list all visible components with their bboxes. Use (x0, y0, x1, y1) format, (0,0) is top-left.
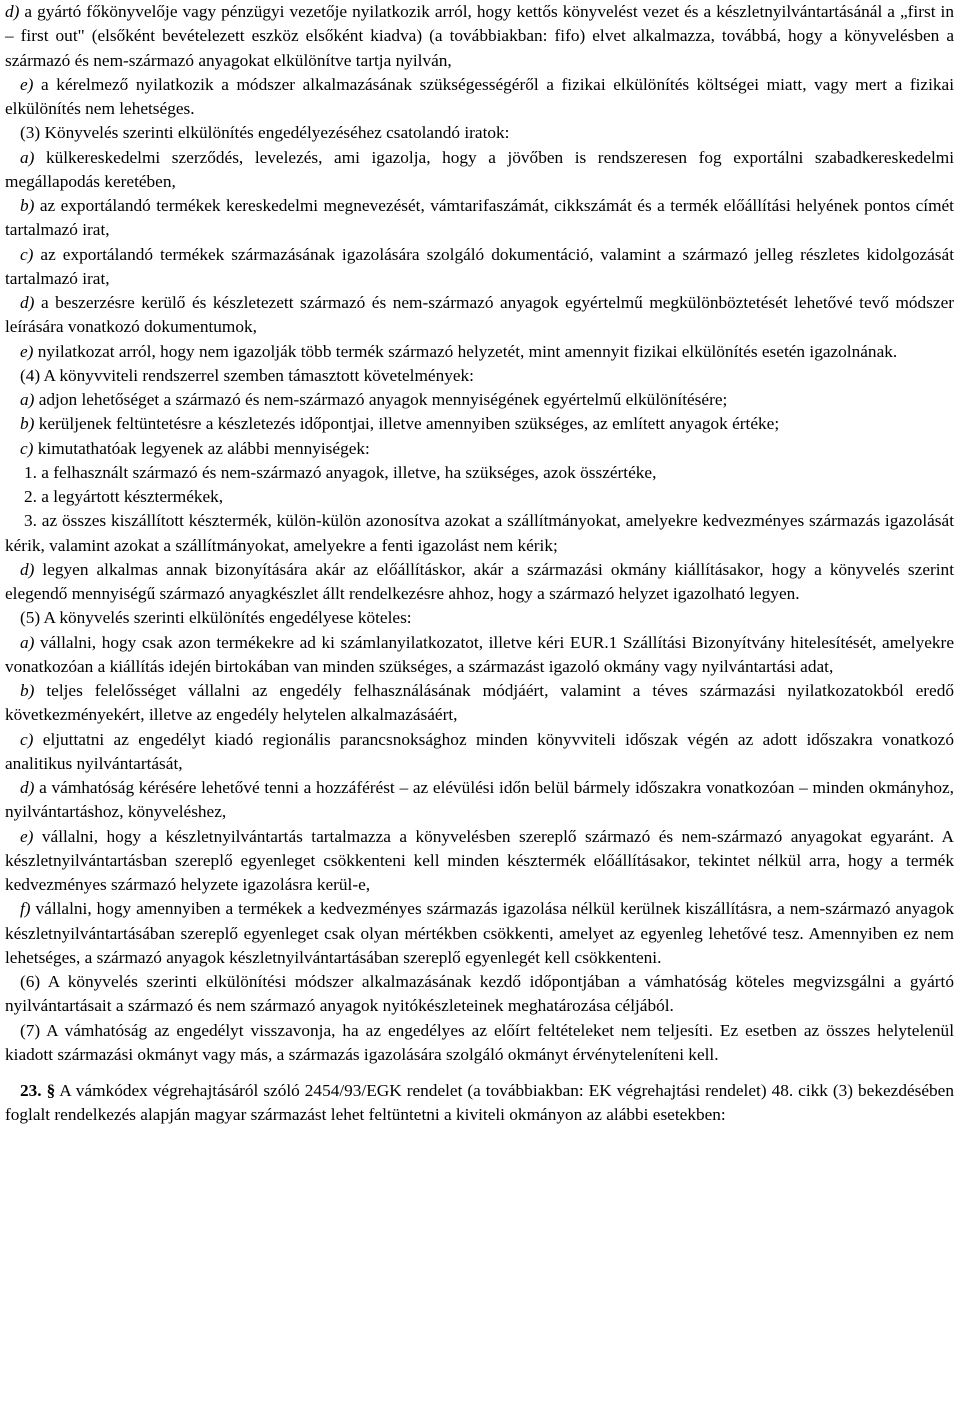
paragraph-text: eljuttatni az engedélyt kiadó regionális parancsnoksághoz minden könyvviteli időszak végén az adott időszakra vonatkozó analitikus nyilvántartását, (5, 729, 954, 773)
section-text: A vámkódex végrehajtásáról szóló 2454/93/EGK rendelet (a továbbiakban: EK végrehajtási rendelet) 48. cikk (3) bekezdésében foglalt rendelkezés alapján magyar származást lehet feltüntetni a kiviteli okmányon az alábbi esetekben: (5, 1081, 954, 1125)
paragraph-text: az exportálandó termékek származásának igazolására szolgáló dokumentáció, valamint a származó jelleg részletes kidolgozását tartalmazó irat, (5, 244, 954, 288)
paragraph-text: a gyártó főkönyvelője vagy pénzügyi vezetője nyilatkozik arról, hogy kettős könyvelést vezet és a készletnyilvántartásánál a „first in – first out" (elsőként bevételezett eszköz elsőként kiadva) (a továbbiakban: fifo) elvet alkalmazza, továbbá, hogy a könyvelésben a származó és nem-származó anyagokat elkülönítve tartja nyilván, (5, 2, 954, 70)
paragraph (5, 1019, 954, 1068)
paragraph-text: nyilatkozat arról, hogy nem igazolják több termék származó helyzetét, mint amennyit fizikai elkülönítés esetén igazolnának. (33, 341, 898, 361)
paragraph (5, 121, 954, 145)
list-marker: b) (20, 414, 35, 434)
paragraph-text: (4) A könyvviteli rendszerrel szemben támasztott követelmények: (20, 365, 474, 385)
section-23-paragraph (5, 1079, 954, 1128)
list-marker: a) (20, 390, 35, 409)
paragraph-text: vállalni, hogy amennyiben a termékek a kedvezményes származás igazolása nélkül kerülnek kiszállításra, a nem-származó anyagok készletnyilvántartásában szereplő egyenleget csak olyan mértékben csökkenti, amelyet az egyenleg lehetővé tesz. Amennyiben ez nem lehetséges, a származó anyagok készletnyilvántartásában szereplő egyenlegét kell csökkenteni. (5, 899, 954, 967)
paragraph (5, 509, 954, 558)
paragraph (5, 485, 954, 509)
list-marker: b) (20, 681, 35, 700)
paragraph-text: (5) A könyvelés szerinti elkülönítés engedélyese köteles: (20, 608, 412, 628)
list-item (5, 776, 954, 825)
list-item (5, 73, 954, 122)
list-marker: e) (20, 74, 34, 94)
paragraph-text: vállalni, hogy a készletnyilvántartás tartalmazza a könyvelésben szereplő származó és nem-származó anyagokat egyaránt. A készletnyilvántartásban szereplő egyenleget csökkenteni kell minden késztermék előállításakor, tekintet nélkül arra, hogy a termék kedvezményes származó helyzete igazolásra kerül-e, (5, 826, 954, 894)
list-marker: e) (20, 826, 34, 846)
paragraph-text: adjon lehetőséget a származó és nem-származó anyagok mennyiségének egyértelmű elkülönítésére; (34, 390, 728, 409)
paragraph-text: kimutathatóak legyenek az alábbi mennyiségek: (33, 438, 370, 458)
list-item (5, 243, 954, 292)
list-item (5, 340, 954, 364)
paragraph (5, 364, 954, 388)
list-item (5, 558, 954, 607)
paragraph-text: a beszerzésre kerülő és készletezett származó és nem-származó anyagok egyértelmű megkülönböztetését lehetővé tevő módszer leírására vonatkozó dokumentumok, (5, 293, 954, 337)
paragraph-text: vállalni, hogy csak azon termékekre ad ki számlanyilatkozatot, illetve kéri EUR.1 Szállítási Bizonyítvány hitelesítését, amelyekre vonatkozóan a kiállítás idején birtokában van minden szükséges, a származást igazoló okmány vagy nyilvántartási adat, (5, 632, 954, 676)
paragraph-text: (6) A könyvelés szerinti elkülönítési módszer alkalmazásának kezdő időpontjában a vámhatóság köteles megvizsgálni a gyártó nyilvántartásait a származó és nem származó anyagok nyitókészleteinek meghatározása céljából. (5, 972, 954, 1016)
list-marker: d) (5, 2, 20, 21)
paragraph-text: a kérelmező nyilatkozik a módszer alkalmazásának szükségességéről a fizikai elkülönítés költségei miatt, vagy mert a fizikai elkülönítés nem lehetséges. (5, 74, 954, 118)
list-item (5, 194, 954, 243)
list-marker: a) (20, 632, 35, 652)
list-item (5, 897, 954, 970)
paragraph-text: kerüljenek feltüntetésre a készletezés időpontjai, illetve amennyiben szükséges, az említett anyagok értéke; (34, 414, 780, 434)
list-item (5, 825, 954, 898)
list-item (5, 679, 954, 728)
paragraph-text: külkereskedelmi szerződés, levelezés, ami igazolja, hogy a jövőben is rendszeresen fog exportálni szabadkereskedelmi megállapodás keretében, (5, 147, 954, 191)
paragraph-text: a vámhatóság kérésére lehetővé tenni a hozzáférést – az elévülési időn belül bármely időszakra vonatkozóan – minden okmányhoz, nyilvántartáshoz, könyveléshez, (5, 778, 954, 822)
paragraph-text: 2. a legyártott késztermékek, (24, 487, 224, 506)
section-symbol: § (46, 1081, 56, 1100)
paragraph-text: 1. a felhasznált származó és nem-származó anyagok, illetve, ha szükséges, azok összértéke, (24, 462, 657, 482)
list-item (5, 631, 954, 680)
paragraph-text: legyen alkalmas annak bizonyítására akár az előállításkor, akár a származási okmány kiállításakor, hogy a könyvelés szerint elegendő mennyiségű származó anyagkészlet állt rendelkezésre ahhoz, hogy a származó helyzet igazolható legyen. (5, 559, 954, 603)
list-marker: c) (20, 438, 34, 458)
list-marker: d) (20, 293, 35, 312)
paragraph-text: az exportálandó termékek kereskedelmi megnevezését, vámtarifaszámát, cikkszámát és a termék előállítási helyének pontos címét tartalmazó irat, (5, 196, 954, 240)
list-marker: d) (20, 778, 35, 797)
list-item (5, 437, 954, 461)
list-marker: b) (20, 196, 35, 215)
paragraph (5, 970, 954, 1019)
list-marker: c) (20, 244, 34, 264)
list-item (5, 0, 954, 73)
paragraph (5, 606, 954, 630)
paragraph-text: (7) A vámhatóság az engedélyt visszavonja, ha az engedélyes az előírt feltételeket nem teljesíti. Ez esetben az összes helytelenül kiadott származási okmányt vagy más, a származás igazolására szolgáló okmányt érvényteleníteni kell. (5, 1020, 954, 1064)
list-item (5, 388, 954, 412)
paragraph-text: (3) Könyvelés szerinti elkülönítés engedélyezéséhez csatolandó iratok: (20, 123, 510, 143)
paragraph-text: teljes felelősséget vállalni az engedély felhasználásának módjáért, valamint a téves származási nyilatkozatokból eredő következményekért, illetve az engedély helytelen alkalmazásáért, (5, 681, 954, 725)
list-item (5, 291, 954, 340)
list-marker: f) (20, 899, 31, 919)
list-marker: a) (20, 147, 35, 167)
document-body (5, 0, 954, 1067)
list-item (5, 412, 954, 436)
list-marker: e) (20, 341, 34, 361)
list-item (5, 728, 954, 777)
section-number: 23. (20, 1081, 42, 1100)
list-marker: d) (20, 559, 35, 579)
list-item (5, 146, 954, 195)
paragraph (5, 461, 954, 485)
list-marker: c) (20, 729, 34, 749)
paragraph-text: 3. az összes kiszállított késztermék, külön-külön azonosítva azokat a szállítmányokat, amelyekre kedvezményes származás igazolását kérik, valamint azokat a szállítmányokat, amelyekre a fenti igazolást nem kérik; (5, 511, 954, 555)
